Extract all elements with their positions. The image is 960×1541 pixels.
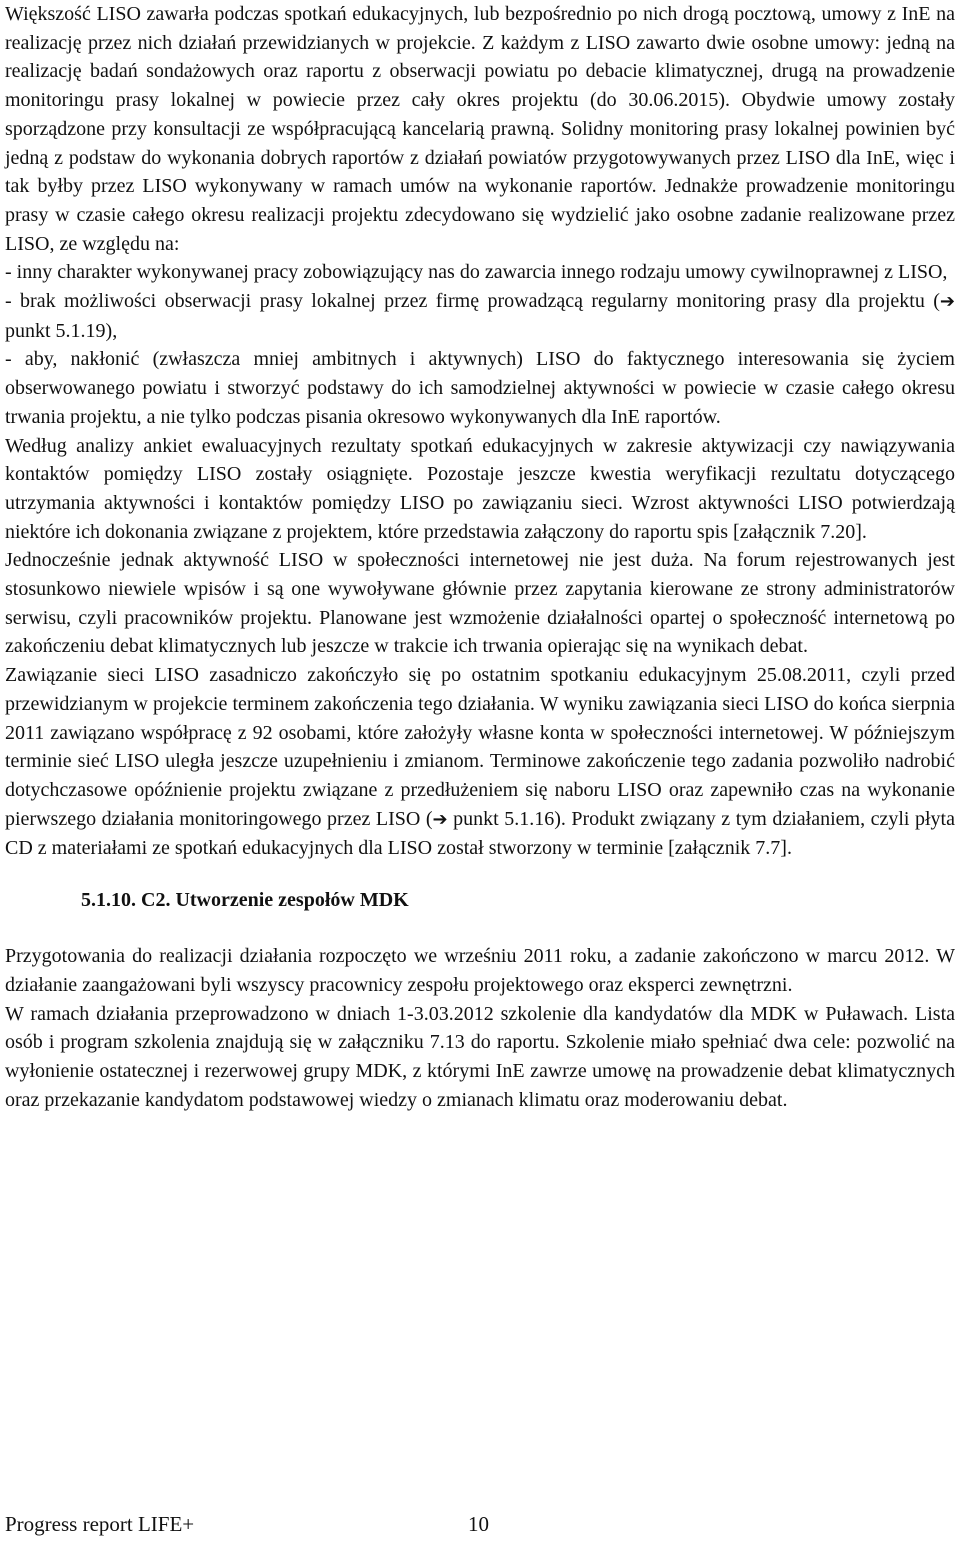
arrow-right-icon: ➔: [432, 808, 448, 830]
list-item-contract-type: - inny charakter wykonywanej pracy zobowiązujący nas do zawarcia innego rodzaju umowy cywilnoprawnej z LISO,: [5, 261, 948, 284]
paragraph-preparations: Przygotowania do realizacji działania rozpoczęto we wrześniu 2011 roku, a zadanie zakończono w marcu 2012. W działanie zaangażowani byli wszyscy pracownicy zespołu projektowego oraz eksperci zewnętrzni.: [5, 945, 955, 996]
arrow-right-icon: ➔: [939, 291, 955, 313]
paragraph-evaluation: Według analizy ankiet ewaluacyjnych rezultaty spotkań edukacyjnych w zakresie aktywizacji czy nawiązywania kontaktów pomiędzy LISO zostały osiągnięte. Pozostaje jeszcze kwestia weryfikacji rezultatu dotyczącego utrzymania aktywności i kontaktów pomiędzy LISO po zawiązaniu sieci. Wzrost aktywności LISO potwierdzają niektóre ich dokonania związane z projektem, które przedstawia załączony do raportu spis [załącznik 7.20].: [5, 434, 955, 543]
page-footer: [5, 1511, 605, 1537]
list-item-press-observation-ref: punkt 5.1.19),: [5, 319, 118, 342]
paragraph-training: W ramach działania przeprowadzono w dniach 1-3.03.2012 szkolenie dla kandydatów dla MDK w Puławach. Lista osób i program szkolenia znajdują się w załączniku 7.13 do raportu. Szkolenie miało spełniać dwa cele: pozwolić na wyłonienie ostatecznej i rezerwowej grupy MDK, z którymi InE zawrze umowę na prowadzenie debat klimatycznych oraz przekazanie kandydatom podstawowej wiedzy o zmianach klimatu oraz moderowaniu debat.: [5, 1002, 955, 1111]
section-heading: 5.1.10. C2. Utworzenie zespołów MDK: [81, 889, 409, 912]
paragraph-network-completion-ref: punkt 5.1.16). Produkt związany z tym działaniem, czyli płyta CD z materiałami ze spotkań edukacyjnych dla LISO został stworzony w terminie [załącznik 7.7].: [5, 807, 955, 860]
list-item-press-observation: [5, 287, 955, 345]
paragraph-network-completion-text: Zawiązanie sieci LISO zasadniczo zakończyło się po ostatnim spotkaniu edukacyjnym 25.08.2011, czyli przed przewidzianym w projekcie terminem zakończenia tego działania. W wyniku zawiązania sieci LISO do końca sierpnia 2011 zawiązano współpracę z 92 osobami, które założyły własne konta w społeczności internetowej. W późniejszym terminie sieć LISO uległa jeszcze uzupełnieniu i zmianom. Terminowe zakończenie tego zadania pozwoliło nadrobić dotychczasowe opóźnienie projektu związane z przedłużeniem się naboru LISO oraz zapewniło czas na wykonanie pierwszego działania monitoringowego przez LISO (: [5, 664, 955, 830]
paragraph-liso-contracts: Większość LISO zawarła podczas spotkań edukacyjnych, lub bezpośrednio po nich drogą pocztową, umowy z InE na realizację przez nich działań przewidzianych w projekcie. Z każdym z LISO zawarto dwie osobne umowy: jedną na realizację badań sondażowych oraz raportu z obserwacji powiatu po debacie klimatycznej, drugą na prowadzenie monitoringu prasy lokalnej w powiecie przez cały okres projektu (do 30.06.2015). Obydwie umowy zostały sporządzone przy konsultacji ze współpracującą kancelarią prawną. Solidny monitoring prasy lokalnej powinien być jedną z podstaw do wykonania dobrych raportów z działań powiatów przygotowywanych przez LISO dla InE, więc i tak byłby przez LISO wykonywany w ramach umów na wykonanie raportów. Jednakże prowadzenie monitoringu prasy w czasie całego okresu realizacji projektu zdecydowano się wydzielić jako osobne zadanie realizowane przez LISO, ze względu na:: [5, 3, 955, 255]
document-page: [5, 0, 955, 1114]
page-number: 10: [468, 1512, 489, 1536]
paragraph-network-completion: [5, 661, 955, 863]
paragraph-online-activity: Jednocześnie jednak aktywność LISO w społeczności internetowej nie jest duża. Na forum rejestrowanych jest stosunkowo niewiele wpisów i są one wywoływane głównie przez zapytania kierowane ze strony administratorów serwisu, czyli pracowników projektu. Planowane jest wzmożenie działalności opartej o społeczność internetową po zakończeniu debat klimatycznych lub jeszcze w trakcie ich trwania opierając się na wynikach debat.: [5, 549, 955, 658]
footer-label: Progress report LIFE+: [5, 1512, 195, 1536]
list-item-motivation: - aby, nakłonić (zwłaszcza mniej ambitnych i aktywnych) LISO do faktycznego interesowania się życiem obserwowanego powiatu i stworzyć podstawy do ich samodzielnej aktywności w powiecie w czasie całego okresu trwania projektu, a nie tylko podczas pisania okresowo wykonywanych dla InE raportów.: [5, 348, 955, 428]
list-item-press-observation-text: - brak możliwości obserwacji prasy lokalnej przez firmę prowadzącą regularny monitoring prasy dla projektu (: [5, 290, 940, 313]
